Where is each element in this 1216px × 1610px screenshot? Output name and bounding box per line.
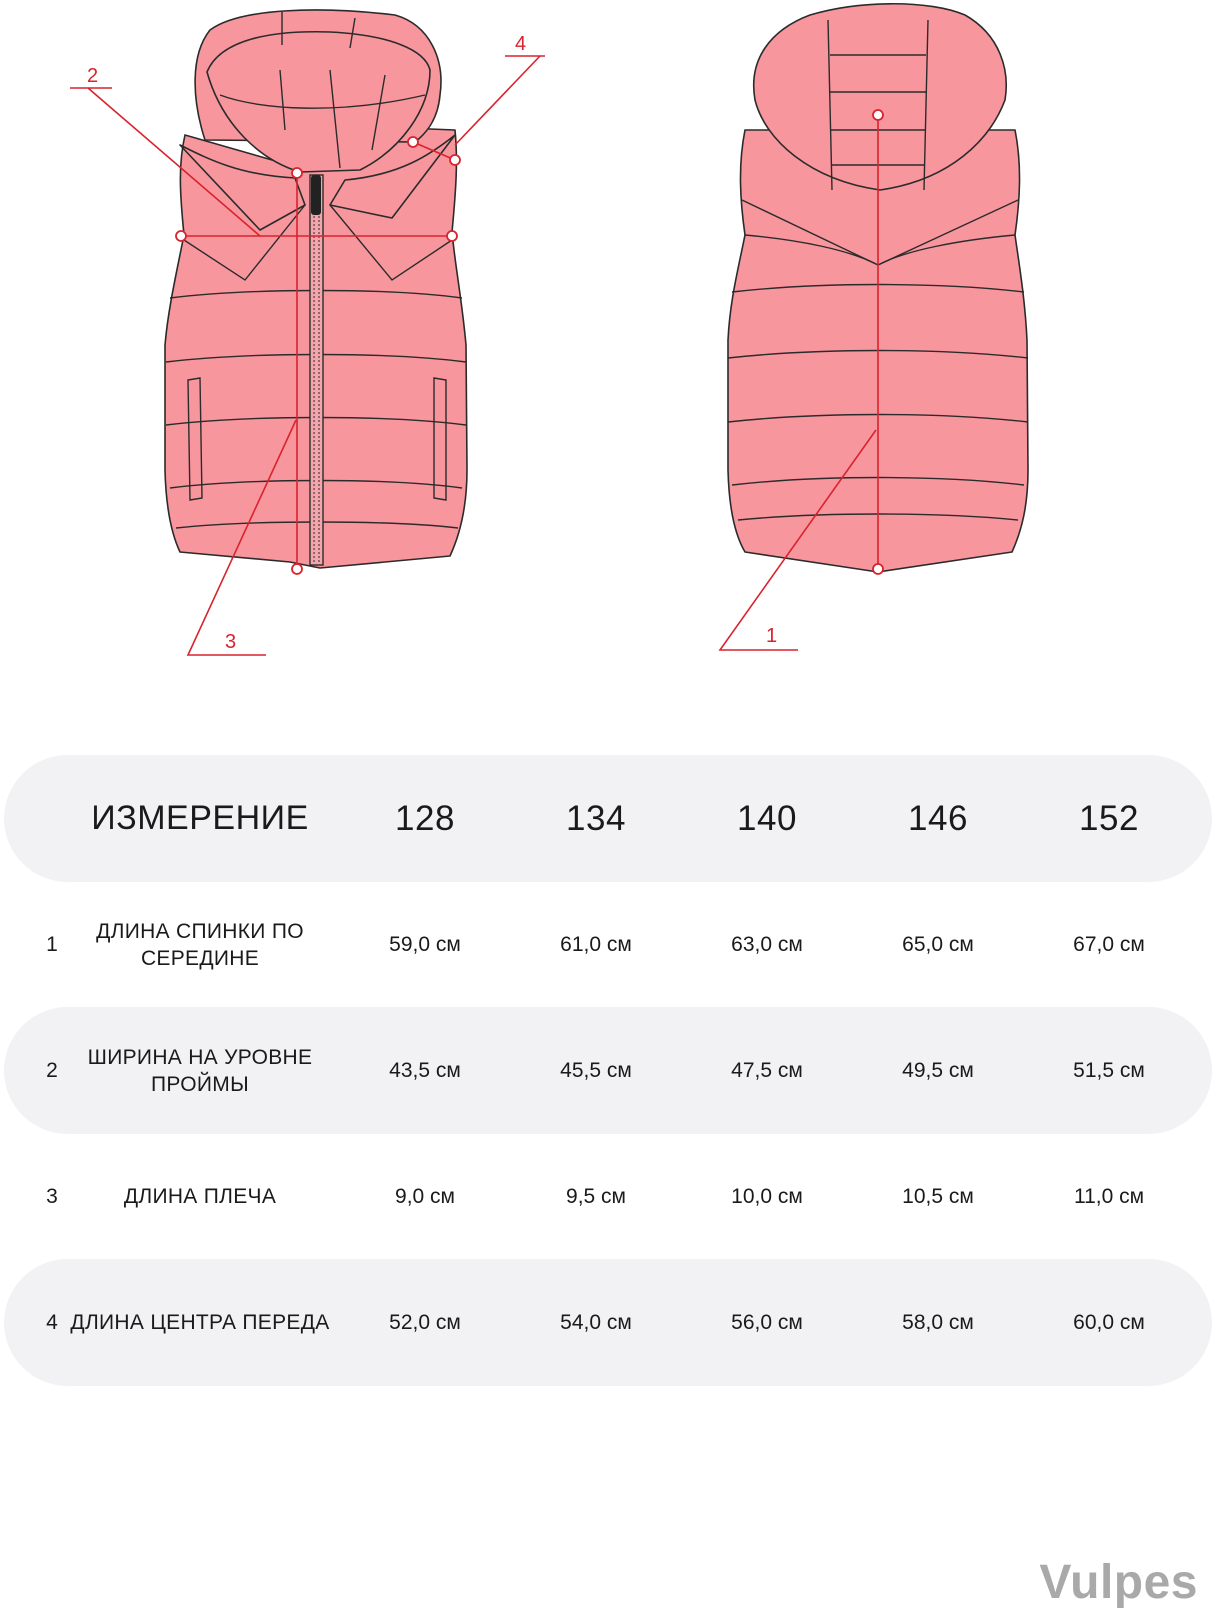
row-number: 3 <box>46 1184 58 1208</box>
table-row <box>4 1007 1212 1134</box>
row-value: 63,0 см <box>731 932 803 956</box>
row-label: ДЛИНА ПЛЕЧА <box>123 1185 277 1208</box>
row-value: 61,0 см <box>560 932 632 956</box>
row-value: 51,5 см <box>1073 1058 1145 1082</box>
row-value: 9,5 см <box>566 1184 626 1208</box>
row-value: 43,5 см <box>389 1058 461 1082</box>
row-value: 59,0 см <box>389 932 461 956</box>
header-size: 146 <box>908 798 968 838</box>
row-value: 58,0 см <box>902 1310 974 1334</box>
header-size: 152 <box>1079 798 1139 838</box>
row-value: 65,0 см <box>902 932 974 956</box>
table-header <box>4 755 1212 882</box>
header-size: 128 <box>395 798 455 838</box>
row-value: 45,5 см <box>560 1058 632 1082</box>
header-size: 140 <box>737 798 797 838</box>
header-label: ИЗМЕРЕНИЕ <box>91 799 309 837</box>
table-row <box>4 1259 1212 1386</box>
row-number: 1 <box>46 932 58 956</box>
front-vest <box>70 10 545 655</box>
row-value: 11,0 см <box>1073 1184 1145 1208</box>
row-value: 56,0 см <box>731 1310 803 1334</box>
row-value: 10,0 см <box>731 1184 803 1208</box>
callout-4: 4 <box>515 33 527 55</box>
vest-diagram <box>0 0 1216 700</box>
header-size: 134 <box>566 798 626 838</box>
row-value: 10,5 см <box>902 1184 974 1208</box>
table-row <box>4 1133 1212 1260</box>
table-row <box>4 881 1212 1008</box>
row-label: ДЛИНА СПИНКИ ПО СЕРЕДИНЕ <box>96 919 304 970</box>
row-label: ДЛИНА ЦЕНТРА ПЕРЕДА <box>70 1311 330 1334</box>
back-vest <box>720 4 1028 650</box>
callout-1: 1 <box>766 625 778 647</box>
row-value: 54,0 см <box>560 1310 632 1334</box>
row-value: 47,5 см <box>731 1058 803 1082</box>
callout-2: 2 <box>87 65 99 87</box>
row-value: 49,5 см <box>902 1058 974 1082</box>
row-value: 67,0 см <box>1073 932 1145 956</box>
row-number: 2 <box>46 1058 58 1082</box>
row-label: ШИРИНА НА УРОВНЕ ПРОЙМЫ <box>87 1045 313 1096</box>
callout-3: 3 <box>225 631 237 653</box>
row-value: 52,0 см <box>389 1310 461 1334</box>
row-value: 60,0 см <box>1073 1310 1145 1334</box>
row-number: 4 <box>46 1310 58 1334</box>
row-value: 9,0 см <box>395 1184 455 1208</box>
brand-logo: Vulpes <box>1039 1556 1198 1609</box>
